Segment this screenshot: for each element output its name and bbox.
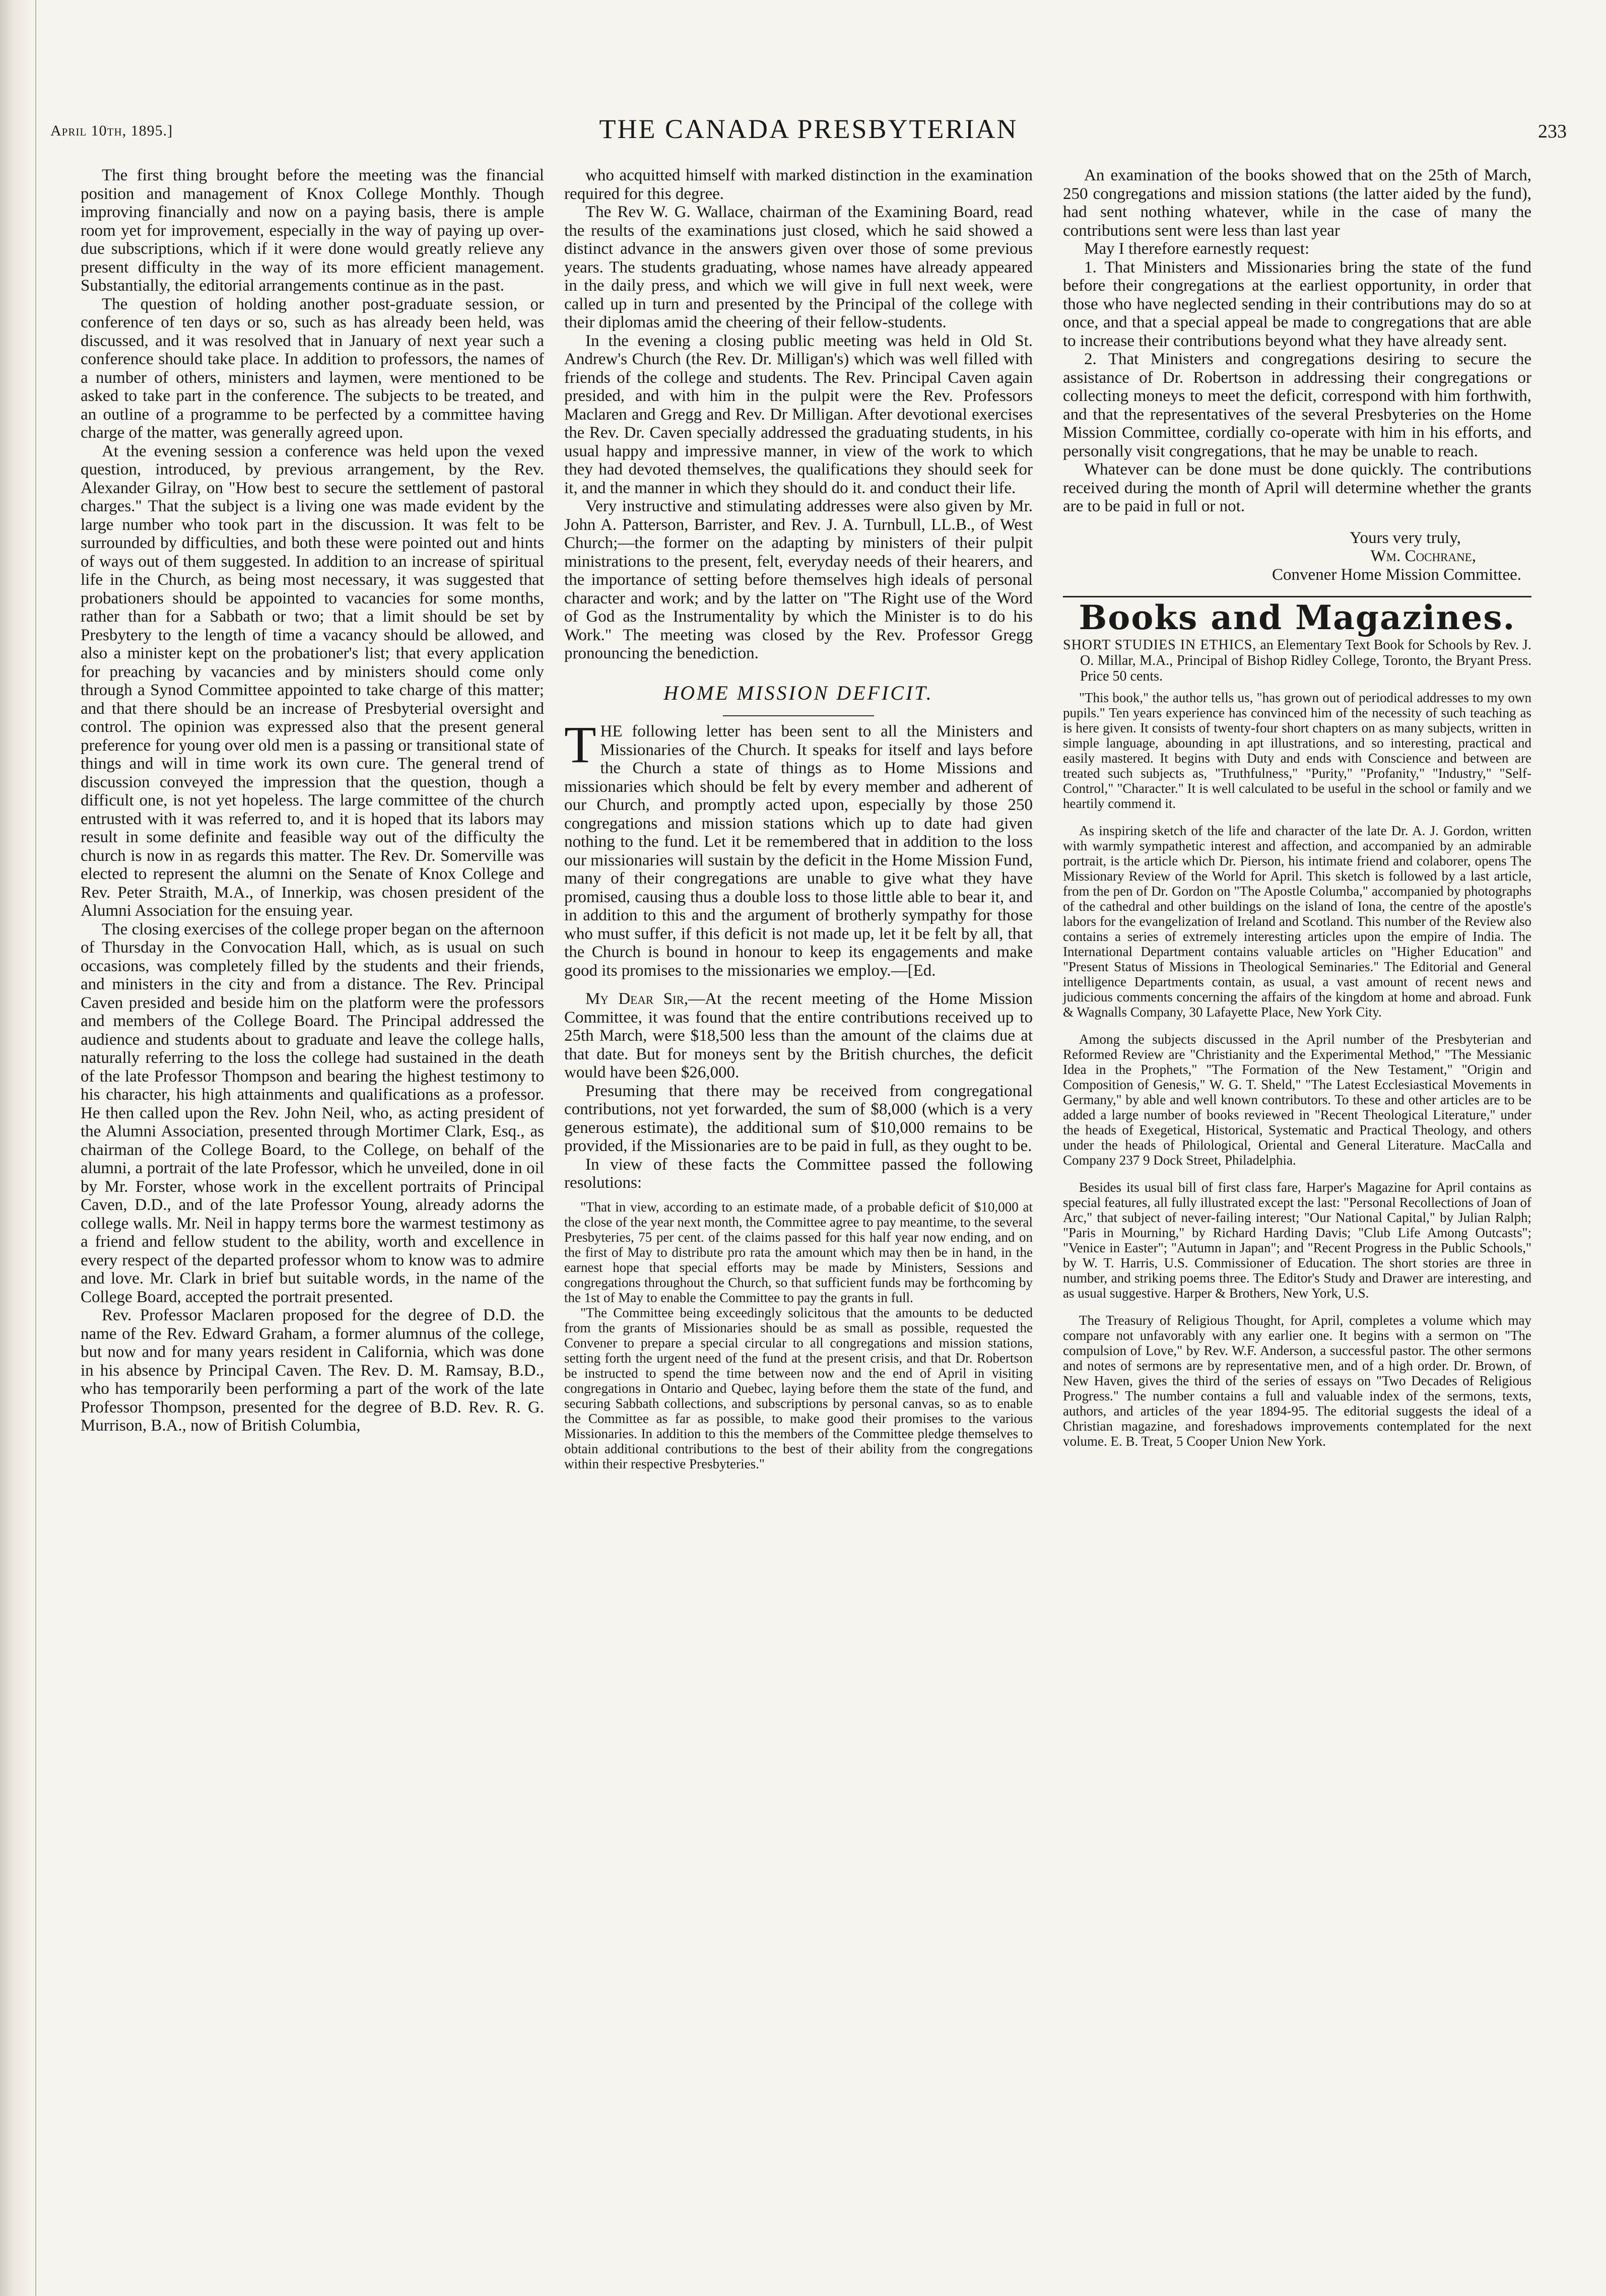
section-heading-home-mission-deficit: HOME MISSION DEFICIT. [663,681,933,704]
letter-paragraph [564,990,1033,1082]
paragraph: May I therefore earnestly request: [1084,240,1310,258]
deficit-intro [564,716,1033,980]
paragraph: who acquitted himself with marked distinction in the examination required for this degree. [564,166,1033,203]
book-entry-title [1063,637,1531,684]
column-3 [1063,166,1531,1461]
letter-signature [1063,529,1531,584]
paragraph: 2. That Ministers and congregations desiring to secure the assistance of Dr. Robertson in addressing their congregations or collecting moneys to meet the deficit, correspond with him forthwith, and that the representatives of the several Presbyteries on the Home Mission Committee, cordially co-operate with him in his efforts, and personally visit congregations, that he may be unable to reach. [1063,350,1531,460]
issue-date: April 10th, 1895.] [50,122,173,139]
reviews [1063,690,1531,1449]
review-paragraph: Besides its usual bill of first class fare, Harper's Magazine for April contains as special features, all fully illustrated except the last: "Personal Recollections of Joan of Arc," that subject of never-failing interest; "Our National Capital," by Julian Ralph; "Paris in Mourning," by Richard Harding Davis; "Club Life Among Outcasts"; "Venice in Easter"; "Autumn in Japan"; and "Recent Progress in the Public Schools," by W. T. Harris, U.S. Commissioner of Education. The short stories are three in number, and striking poems three. The Editor's Study and Drawer are interesting, and as usual suggestive. Harper & Brothers, New York, U.S. [1063,1179,1531,1301]
review-paragraph: "This book," the author tells us, "has grown out of periodical addresses to my own pupils." Ten years experience has convinced him of the necessity of such teaching as is here given. It consists of twenty-four short chapters on as many subjects, written in simple language, abounding in apt illustrations, and so interesting, practical and easily mastered. It begins with Duty and ends with Conscience and between are treated such subjects as, "Truthfulness," "Purity," "Profanity," "Industry," "Self-Control," "Character." It is well calculated to be useful in the school or family and we heartily commend it. [1063,690,1531,811]
paragraph: The Rev W. G. Wallace, chairman of the Examining Board, read the results of the examinations just closed, which he said showed a distinct advance in the answers given over those of some previous years. The students graduating, whose names have already appeared in the daily press, and which we will give in full next week, were called up in turn and presented by the Principal of the college with their diplomas amid the cheering of their fellow-students. [564,203,1033,331]
deficit-intro-text: HE following letter has been sent to all the Ministers and Missionaries of the Church. It speaks for itself and lays before the Church a state of things as to Home Missions and missionaries which should be felt by every member and adherent of our Church, and promptly acted upon, especially by those 250 congregations and mission stations which up to date had given nothing to the fund. Let it be remembered that in addition to the loss our missionaries will sustain by the deficit in the Home Mission Fund, many of their congregations are unable to give what they have promised, causing thus a double loss to those little able to bear it, and in addition to this and the argument of brotherly sympathy for those who must suffer, if this deficit is not made up, let it be felt by all, that the Church is bound in honour to keep its engagements and make good its promises to the missionaries we employ.—[Ed. [564,722,1033,980]
review-paragraph: Among the subjects discussed in the April number of the Presbyterian and Reformed Review are "Christianity and the Experimental Method," "The Messianic Idea in the Prophets," "The Formation of the New Testament," "Origin and Composition of Genesis," W. G. T. Sheld," "The Latest Ecclesiastical Movements in Germany," by able and well known contributors. To these and other articles are to be added a large number of books reviewed in "Recent Theological Literature," under the heads of Exegetical, Historical, Systematic and Practical Theology, and others under the heads of Philological, Oriental and General Literature. MacCalla and Company 237 9 Dock Street, Philadelphia. [1063,1031,1531,1168]
paragraph: Whatever can be done must be done quickly. The contributions received during the month of April will determine whether the grants are to be paid in full or not. [1063,460,1531,515]
page-number: 233 [1538,121,1567,142]
paragraph: At the evening session a conference was held upon the vexed question, introduced, by previous arrangement, by the Rev. Alexander Gilray, on "How best to secure the settlement of pastoral charges." That the subject is a living one was made evident by the large number who took part in the discussion. It was felt to be surrounded by difficulties, and both these were pointed out and hints of ways out of them suggested. In addition to an increase of spiritual life in the Church, as being most necessary, it was suggested that probationers should be appointed to vacancies for some months, rather than for a Sabbath or two; that a limit should be set by Presbytery to the length of time a vacancy should be allowed, and also a minister kept on the probationer's list; that every application for preaching by vacancies and by ministers should come only through a Synod Committee appointed to take charge of this matter; and that there should be an increase of Presbyterial oversight and control. The opinion was expressed also that the present general preference for young over old men is a passing or transitional state of things and will in time work its own cure. The general trend of discussion conveyed the impression that the question, though a difficult one, is not yet hopeless. The large committee of the church entrusted with it was referred to, and it is hoped that its labors may result in some definite and feasible way out of the difficulty the church is now in as regards this matter. The Rev. Dr. Somerville was elected to represent the alumni on the Senate of Knox College and Rev. Peter Straith, M.A., of Innerkip, was chosen president of the Alumni Association for the ensuing year. [81,442,544,920]
signature-name: Wm. Cochrane, [1370,547,1476,565]
book-details: an Elementary Text Book for Schools by Rev. J. O. Millar, M.A., Principal of Bishop Ridley College, Toronto, the Bryant Press. Price 50 cents. [1080,637,1531,684]
paragraph: The question of holding another post-graduate session, or conference of ten days or so, such as has already been held, was discussed, and it was resolved that in January of next year such a conference should take place. In addition to professors, the names of a number of others, ministers and laymen, were mentioned to be asked to take part in the conference. The subjects to be treated, and an outline of a programme to be perfected by a committee having charge of the matter, was generally agreed upon. [81,295,544,442]
review-paragraph: The Treasury of Religious Thought, for April, completes a volume which may compare not unfavorably with any earlier one. It begins with a sermon on "The compulsion of Love," by Rev. W.F. Anderson, a successful pastor. The other sermons and notes of sermons are by representative men, and of a high order. Dr. Brown, of New Haven, gives the third of the series of essays on "Two Decades of Religious Progress." The number contains a full and valuable index of the sermons, texts, authors, and articles of the year 1894-95. The editorial suggests the ideal of a Christian magazine, and foreshadows improvements contemplated for the next volume. E. B. Treat, 5 Cooper Union New York. [1063,1312,1531,1449]
page-header [50,113,1567,149]
newspaper-title: THE CANADA PRESBYTERIAN [599,114,1018,144]
section-rule [1063,596,1531,597]
review-paragraph: As inspiring sketch of the life and character of the late Dr. A. J. Gordon, written with warmly sympathetic interest and affection, and accompanied by an admirable portrait, is the article which Dr. Pierson, his intimate friend and colaborer, opens The Missionary Review of the World for April. This sketch is followed by a last article, from the pen of Dr. Gordon on "The Apostle Columba," accompanied by photographs of the cathedral and other buildings on the island of Iona, the centre of the apostle's labors for the evangelization of Ireland and Scotland. This number of the Review also contains a series of extremely interesting articles upon the empire of India. The International Department contains valuable articles on "Higher Education" and "Present Status of Missions in Theological Seminaries." The Editorial and General intelligence Departments contain, as usual, a vast amount of recent news and judicious comments concerning the affairs of the kingdom at home and abroad. Funk & Wagnalls Company, 30 Lafayette Place, New York City. [1063,823,1531,1020]
section-divider [723,715,874,716]
binding-edge [0,0,36,2296]
paragraph: An examination of the books showed that on the 25th of March, 250 congregations and mission stations (the latter aided by the fund), had sent nothing whatever, while in the case of many the contributions sent were less than last year [1063,166,1531,240]
paragraph: In the evening a closing public meeting was held in Old St. Andrew's Church (the Rev. Dr. Milligan's) which was well filled with friends of the college and students. The Rev. Principal Caven again presided, and with him in the pulpit were the Rev. Professors Maclaren and Gregg and Rev. Dr Milligan. After devotional exercises the Rev. Dr. Caven specially addressed the graduating students, in his usual happy and impressive manner, in view of the work to which they had devoted themselves, the qualifications they should seek for it, and the manner in which they should do it. and conduct their life. [564,331,1033,497]
signature-title: Convener Home Mission Committee. [1272,565,1521,584]
paragraph: 1. That Ministers and Missionaries bring the state of the fund before their congregations at the earliest opportunity, in order that those who have neglected sending in their contributions may do so at once, and that a special appeal be made to congregations that are able to increase their contributions beyond what they have already sent. [1063,258,1531,350]
resolution: "That in view, according to an estimate made, of a probable deficit of $10,000 at the close of the year next month, the Committee agree to pay meantime, to the several Presbyteries, 75 per cent. of the claims passed for this half year now ending, and on the first of May to distribute pro rata the amount which may then be in hand, in the earnest hope that special efforts may be made by Ministers, Sessions and congregations throughout the Church, so that sufficient funds may be forthcoming by the 1st of May to enable the Committee to pay the grants in full. [564,1199,1033,1305]
letter-salutation: My Dear Sir, [585,990,689,1008]
drop-cap: T [564,716,596,774]
signature-closing: Yours very truly, [1350,528,1461,547]
letter-paragraph: In view of these facts the Committee passed the following resolutions: [564,1155,1033,1192]
resolutions-quote [564,1199,1033,1471]
paragraph: Very instructive and stimulating addresses were also given by Mr. John A. Patterson, Barrister, and Rev. J. A. Turnbull, LL.B., of West Church;—the former on the adapting by ministers of their pulpit ministrations to the present, felt, everyday needs of their hearers, and the importance of setting before themselves high ideals of personal character and work; and by the latter on "The Right use of the Word of God as the Instrumentality by which the Minister is to do his Work." The meeting was closed by the Rev. Professor Gregg pronouncing the benediction. [564,497,1033,662]
resolution: "The Committee being exceedingly solicitous that the amounts to be deducted from the grants of Missionaries should be as small as possible, requested the Convener to prepare a special circular to all congregations and mission stations, setting forth the urgent need of the fund at the present crisis, and that Dr. Robertson be instructed to spend the time between now and the end of April in visiting congregations in Ontario and Quebec, laying before them the state of the fund, and securing Sabbath collections, and subscriptions by personal canvas, so as to enable the Committee as far as possible, to make good their promises to the various Missionaries. In addition to this the members of the Committee pledge themselves to obtain additional contributions to the best of their ability from the congregations within their respective Presbyteries." [564,1305,1033,1471]
column-1 [81,166,544,1435]
column-2 [564,166,1033,1471]
book-title: SHORT STUDIES IN ETHICS, [1063,637,1257,653]
paragraph: Rev. Professor Maclaren proposed for the degree of D.D. the name of the Rev. Edward Graham, a former alumnus of the college, but now and for many years resident in California, which was done in his absence by Principal Caven. The Rev. D. M. Ramsay, B.D., who has temporarily been performing a part of the work of the late Professor Thompson, presented for the degree of B.D. Rev. R. G. Murrison, B.A., now of British Columbia, [81,1306,544,1435]
letter-text: —At the recent meeting of the Home Mission Committee, it was found that the entire contributions received up to 25th March, were $18,500 less than the amount of the claims due at that date. But for moneys sent by the British churches, the deficit would have been $26,000. [564,990,1033,1082]
letter-paragraph: Presuming that there may be received from congregational contributions, not yet forwarded, the sum of $8,000 (which is a very generous estimate), the additional sum of $10,000 remains to be provided, if the Missionaries are to be paid in full, as they ought to be. [564,1082,1033,1155]
paragraph: The closing exercises of the college proper began on the afternoon of Thursday in the Convocation Hall, which, as is usual on such occasions, was completely filled by the students and their friends, and ministers in the city and from a distance. The Rev. Principal Caven presided and beside him on the platform were the professors and members of the College Board. The Principal addressed the audience and students about to graduate and leave the college halls, naturally referring to the loss the college had sustained in the death of the late Professor Thompson and bearing the highest testimony to his character, his high attainments and qualifications as a professor. He then called upon the Rev. John Neil, who, as acting president of the Alumni Association, presented through Mortimer Clark, Esq., as chairman of the College Board, to the College, on behalf of the alumni, a portrait of the late Professor, which he unveiled, done in oil by Mr. Forster, whose work in the excellent portraits of Principal Caven, D.D., and of the late Professor Young, already adorns the college walls. Mr. Neil in happy terms bore the warmest testimony as a friend and fellow student to the ability, worth and excellence in every respect of the departed professor whom to know was to admire and love. Mr. Clark in brief but suitable words, in the name of the College Board, accepted the portrait presented. [81,920,544,1306]
paragraph: The first thing brought before the meeting was the financial position and management of Knox College Monthly. Though improving financially and now on a paying basis, there is ample room yet for improvement, especially in the way of paying up over-due subscriptions, which if it were done would greatly relieve any present difficulty in the way of its more efficient management. Substantially, the editorial arrangements continue as in the past. [81,166,544,295]
section-heading-books-and-magazines: Books and Magazines. [1079,598,1516,637]
